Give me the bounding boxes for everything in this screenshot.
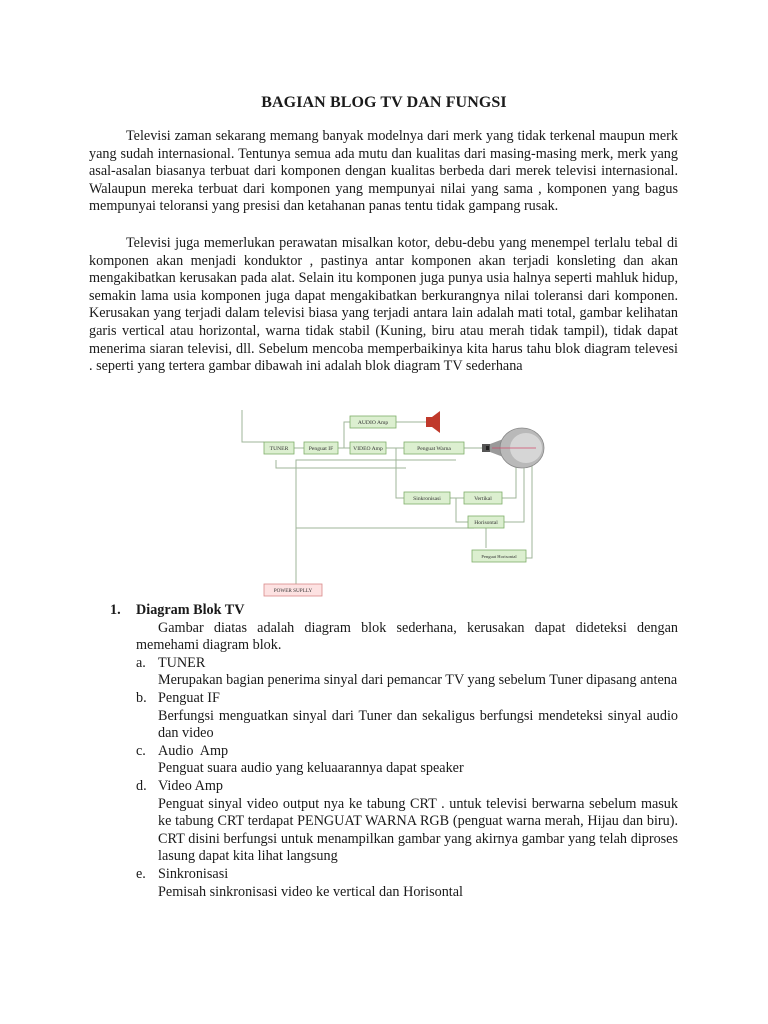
block-audio-amp-label: AUDIO Amp [357, 420, 389, 427]
tv-block-diagram [236, 408, 546, 598]
paragraph-2 [89, 235, 678, 376]
section-heading [110, 602, 678, 620]
list-item [136, 866, 678, 901]
list-item-title: Video Amp [158, 777, 223, 794]
line-vertikal-crt [502, 466, 516, 498]
list-item [136, 690, 678, 743]
block-sinkronisasi-label: Sinkronisasi [413, 496, 441, 503]
section-intro-text: Gambar diatas adalah diagram blok sederhana, kerusakan dapat dideteksi dengan memehami diagram blok. [136, 619, 678, 654]
paragraph-2-text: Televisi juga memerlukan perawatan misalkan kotor, debu-debu yang menempel terlalu tebal di komponen akan menjadi konduktor , pastinya antar komponen akan terjadi konsleting dan akan mengakibatkan kerusakan pada alat. Selain itu komponen juga punya usia halnya seperti mahluk hidup, semakin lama usia komponen juga dapat mengakibatkan berkurangnya nilai toleransi dari komponen. Kerusakan yang terjadi dalam televisi biasa yang terjadi antara lain adalah mati total, gambar kelihatan garis vertical atau horizontal, warna tidak stabil (Kuning, biru atau merah tidak tampil), tidak dapat menerima siaran televisi, dll. Sebelum mencoba memperbaikinya kita harus tahu blok diagram televesi . seperti yang tertera gambar dibawah ini adalah blok diagram TV sederhana [89, 235, 678, 375]
section-heading-text: Diagram Blok TV [136, 602, 245, 618]
line-horisontal-crt [504, 466, 524, 522]
list-letter: e. [136, 865, 146, 882]
list-item-title: Penguat IF [158, 689, 220, 706]
list-item-desc: Penguat suara audio yang keluaarannya dapat speaker [158, 760, 464, 777]
document-title: BAGIAN BLOG TV DAN FUNGSI [261, 94, 507, 111]
list-item-desc: Berfungsi menguatkan sinyal dari Tuner dan sekaligus berfungsi mendeteksi sinyal audio dan video [158, 707, 678, 742]
list-item-desc: Merupakan bagian penerima sinyal dari pemancar TV yang sebelum Tuner dipasang antena [158, 672, 678, 689]
list-item [136, 743, 678, 778]
paragraph-1 [89, 128, 678, 216]
section-number: 1. [110, 602, 121, 618]
crt-tube-icon [482, 428, 544, 468]
block-power-supply-label: POWER SUPLLY [273, 588, 313, 595]
list-item-title: Audio Amp [158, 742, 229, 759]
list-item [136, 778, 678, 866]
list-item-title: Sinkronisasi [158, 865, 229, 882]
block-vertikal-label: Vertikal [474, 496, 492, 503]
list-letter: a. [136, 654, 146, 671]
line-video-sinkron [396, 448, 404, 498]
line-penguat-crt [526, 466, 532, 558]
speaker-icon [426, 411, 440, 433]
block-video-amp-label: VIDEO Amp [353, 446, 383, 453]
list-item-desc: Penguat sinyal video output nya ke tabung CRT . untuk televisi berwarna sebelum masuk ke tabung CRT terdapat PENGUAT WARNA RGB (penguat warna merah, Hijau dan biru). CRT disini berfungsi untuk menampilkan gambar yang akirnya gambar yang telah diproses lasung dapat kita lihat langsung [158, 795, 678, 865]
block-horisontal-label: Horisontal [474, 520, 498, 527]
block-tuner-label: TUNER [269, 446, 289, 453]
line-if-audio [344, 422, 350, 448]
list-item-title: TUNER [158, 654, 206, 671]
paragraph-1-text: Televisi zaman sekarang memang banyak modelnya dari merk yang tidak terkenal maupun merk yang sudah internasional. Tentunya semua ada mutu dan kualitas dari masing-masing merk, merk yang asal-asalan biasanya terbuat dari komponen dengan kualitas berbeda dari merek televisi internasional. Walaupun mereka terbuat dari komponen yang mempunyai nilai yang sama , komponen yang bagus mempunyai teloransi yang presisi dan ketahanan panas tentu tidak gampang rusak. [89, 128, 678, 215]
antenna-line [242, 410, 264, 442]
line-power-1 [296, 528, 474, 558]
section-intro [136, 620, 678, 655]
section-diagram-blok [110, 602, 678, 901]
block-penguat-if-label: Penguat IF [308, 446, 334, 453]
list-item-desc: Pemisah sinkronisasi video ke vertical dan Horisontal [158, 883, 463, 900]
list-letter: b. [136, 689, 147, 706]
list-letter: c. [136, 742, 146, 759]
list-letter: d. [136, 777, 147, 794]
list-item [136, 655, 678, 690]
block-penguat-horisontal-label: Penguat Horisontal [481, 553, 517, 559]
block-penguat-warna-label: Penguat Warna [417, 446, 451, 453]
